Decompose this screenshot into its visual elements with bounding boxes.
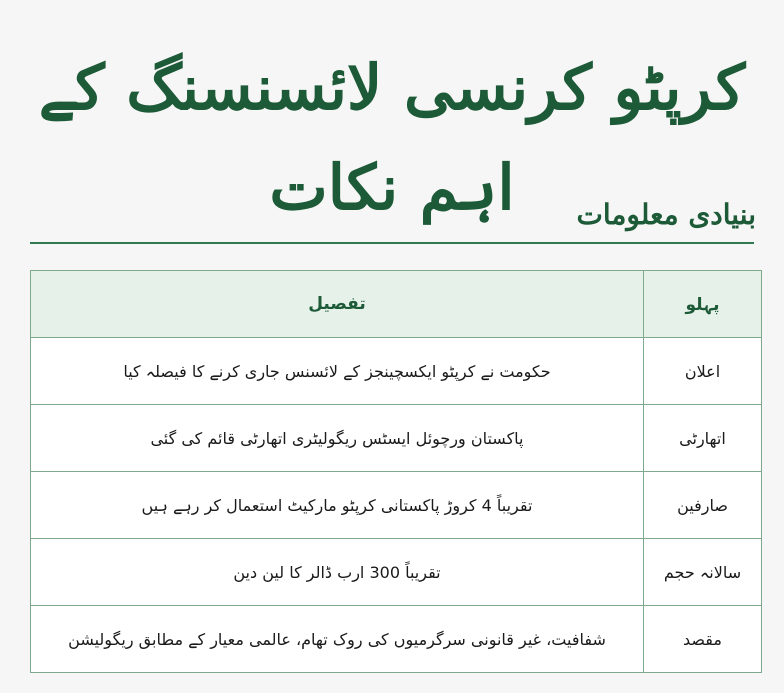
column-header-detail: تفصیل — [31, 271, 644, 338]
cell-detail: شفافیت، غیر قانونی سرگرمیوں کی روک تھام، عالمی معیار کے مطابق ریگولیشن — [31, 606, 644, 673]
page-title: کرپٹو کرنسی لائسنسنگ کے اہم نکات — [38, 51, 746, 224]
cell-detail: حکومت نے کرپٹو ایکسچینجز کے لائسنس جاری کرنے کا فیصلہ کیا — [31, 338, 644, 405]
table-row — [31, 472, 762, 539]
cell-detail: پاکستان ورچوئل ایسٹس ریگولیٹری اتھارٹی قائم کی گئی — [31, 405, 644, 472]
cell-detail: تقریباً 4 کروڑ پاکستانی کرپٹو مارکیٹ استعمال کر رہے ہیں — [31, 472, 644, 539]
cell-detail: تقریباً 300 ارب ڈالر کا لین دین — [31, 539, 644, 606]
table-row — [31, 405, 762, 472]
table-row — [31, 338, 762, 405]
table-row — [31, 606, 762, 673]
cell-aspect: صارفین — [644, 472, 762, 539]
section-title: بنیادی معلومات — [576, 198, 756, 231]
cell-aspect: اعلان — [644, 338, 762, 405]
section-divider — [30, 242, 754, 244]
table-row — [31, 539, 762, 606]
cell-aspect: مقصد — [644, 606, 762, 673]
column-header-aspect: پہلو — [644, 271, 762, 338]
table-header-row — [31, 271, 762, 338]
cell-aspect: اتھارٹی — [644, 405, 762, 472]
cell-aspect: سالانہ حجم — [644, 539, 762, 606]
info-table — [30, 270, 762, 673]
